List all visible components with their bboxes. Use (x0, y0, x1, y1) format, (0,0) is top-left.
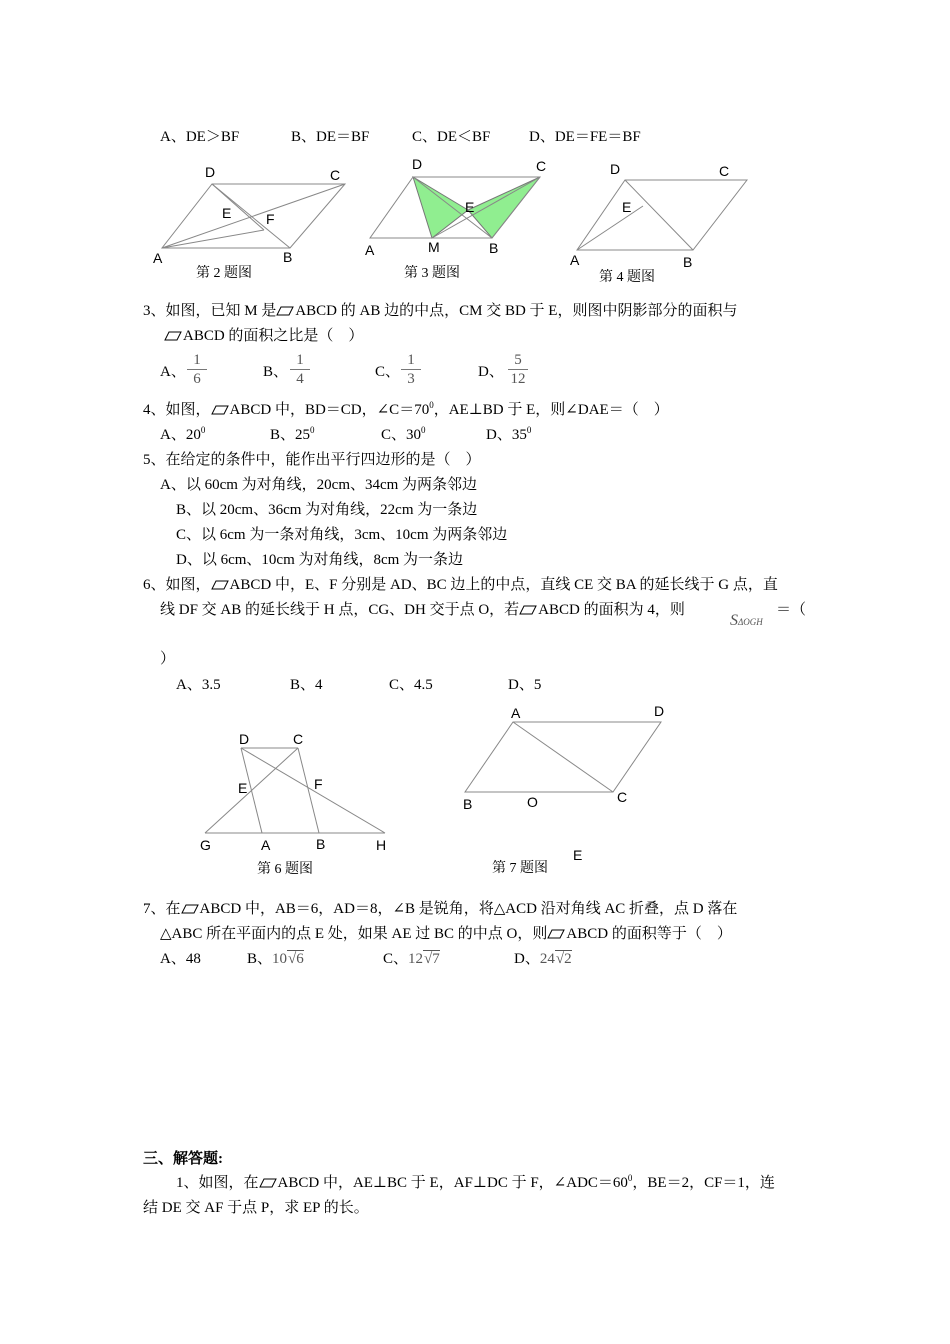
parallelogram-icon (259, 1178, 277, 1188)
figure-7 (455, 700, 670, 880)
q6-stem-line1 (143, 576, 778, 594)
parallelogram-icon (519, 605, 537, 615)
fig3-caption: 第 3 题图 (404, 266, 460, 281)
q6-stem-part4: ABCD 的面积为 4，则 (538, 602, 685, 618)
fig2-label-b: B (283, 249, 293, 265)
q7-stem-part2: ABCD 中，AB＝6，AD＝8，∠B 是锐角，将△ACD 沿对角线 AC 折叠，点 D 落在 (199, 901, 738, 917)
fig3-label-c: C (536, 158, 547, 174)
q7-stem-part3: △ABC 所在平面内的点 E 处，如果 AE 过 BC 的中点 O，则 (160, 926, 548, 942)
q4-stem-part3: ，AE⊥BD 于 E，则∠DAE＝（ ） (433, 402, 669, 418)
q4-option-b: B、$25^0$ (270, 425, 315, 443)
fig4-label-a: A (570, 252, 580, 268)
parallelogram-icon (211, 405, 229, 415)
fig4-caption: 第 4 题图 (599, 270, 655, 285)
parallelogram-icon (211, 580, 229, 590)
fig6-label-b: B (316, 836, 326, 852)
q3-option-b-label: B、 (263, 364, 289, 380)
q6-stem-line2 (160, 601, 685, 619)
q7-option-c: C、12√7 (383, 951, 440, 967)
q6-stem-close: ） (160, 651, 176, 667)
q4-stem-part1: 4、如图， (143, 402, 211, 418)
fig4-label-e: E (622, 199, 632, 215)
q5-stem: 5、在给定的条件中，能作出平行四边形的是（ ） (143, 452, 481, 468)
q5-option-d: D、以 6cm、10cm 为对角线，8cm 为一条边 (176, 552, 464, 568)
q6-area-symbol: SΔOGH (730, 612, 763, 629)
figure-4 (565, 158, 755, 288)
parallelogram-icon (276, 306, 294, 316)
q4-option-d: D、$35^0$ (486, 425, 532, 443)
fig6-label-g: G (200, 837, 211, 853)
section3-title: 三、解答题: (143, 1151, 223, 1167)
q5-option-a: A、以 60cm 为对角线，20cm、34cm 为两条邻边 (160, 477, 478, 493)
parallelogram-icon (547, 929, 565, 939)
q3-option-b-fraction: 1 4 (287, 352, 313, 387)
q3-option-a-fraction: 1 6 (184, 352, 210, 387)
sqrt-sign-icon: √7 (424, 951, 440, 967)
fig7-label-b: B (463, 796, 473, 812)
fig2-label-f: F (266, 211, 275, 227)
q6-stem-part1: 6、如图， (143, 577, 211, 593)
q4-stem (143, 401, 669, 419)
q6-stem-equals: ＝（ (776, 602, 807, 618)
p1-degree-sup: 0 (627, 1173, 633, 1183)
fig2-label-d: D (205, 164, 216, 180)
q6-option-b: B、4 (290, 677, 323, 693)
fig3-label-a: A (365, 242, 375, 258)
fig3-label-b: B (489, 240, 499, 256)
fig7-label-d: D (654, 703, 665, 719)
fig7-label-c: C (617, 789, 628, 805)
q5-option-b: B、以 20cm、36cm 为对角线，22cm 为一条边 (176, 502, 478, 518)
q6-option-d: D、5 (508, 677, 542, 693)
q6-option-c: C、4.5 (389, 677, 433, 693)
q7-stem-part4: ABCD 的面积等于（ ） (566, 926, 732, 942)
figure-6 (195, 728, 400, 880)
fig6-label-c: C (293, 731, 304, 747)
q2-option-a: A、DE＞BF (160, 129, 240, 145)
fig2-caption: 第 2 题图 (196, 266, 252, 281)
fig2-label-a: A (153, 250, 163, 266)
q3-stem-part3: ABCD 的面积之比是（ ） (183, 328, 364, 344)
fig7-label-o: O (527, 794, 538, 810)
q6-stem-part3: 线 DF 交 AB 的延长线于 H 点，CG、DH 交于点 O，若 (160, 602, 520, 618)
q3-option-d-fraction: 5 12 (505, 352, 531, 387)
fig7-label-a: A (511, 705, 521, 721)
fig7-caption: 第 7 题图 (492, 861, 548, 876)
q4-option-c: C、$30^0$ (381, 425, 426, 443)
q4-degree-sup: 0 (429, 400, 434, 410)
q5-option-c: C、以 6cm 为一条对角线，3cm、10cm 为两条邻边 (176, 527, 508, 543)
p1-part1: 1、如图，在 (176, 1175, 259, 1191)
q6-option-a: A、3.5 (176, 677, 221, 693)
q3-option-a-label: A、 (160, 364, 186, 380)
sqrt-sign-icon: √2 (555, 951, 572, 967)
parallelogram-icon (164, 331, 182, 341)
sqrt-sign-icon: √6 (288, 951, 304, 967)
q7-stem-part1: 7、在 (143, 901, 181, 917)
p1-part3: ，BE＝2，CF＝1，连 (632, 1175, 775, 1191)
q3-stem-part2: ABCD 的 AB 边的中点，CM 交 BD 于 E，则图中阴影部分的面积与 (295, 303, 738, 319)
section3-problem1-line2: 结 DE 交 AF 于点 P，求 EP 的长。 (143, 1200, 369, 1216)
q7-option-b: B、10√6 (247, 951, 304, 967)
fig4-label-d: D (610, 161, 621, 177)
figure-2 (150, 160, 350, 285)
q7-stem-line2 (160, 925, 732, 943)
q4-option-a: A、$20^0$ (160, 425, 206, 443)
q3-stem-line1 (143, 302, 737, 320)
figure-3 (360, 152, 560, 284)
fig4-label-c: C (719, 163, 730, 179)
q4-stem-part2: ABCD 中，BD＝CD，∠C＝70 (229, 402, 430, 418)
q2-option-b: B、DE＝BF (291, 129, 370, 145)
fig2-label-e: E (222, 205, 232, 221)
p1-part2: ABCD 中，AE⊥BC 于 E，AF⊥DC 于 F，∠ADC＝60 (277, 1175, 628, 1191)
fig4-label-b: B (683, 254, 693, 270)
fig2-label-c: C (330, 167, 341, 183)
fig3-label-m: M (428, 239, 440, 255)
fig6-label-d: D (239, 731, 250, 747)
q7-option-d: D、24√2 (514, 951, 572, 967)
q3-option-c-fraction: 1 3 (398, 352, 424, 387)
q3-stem-part1: 3、如图，已知 M 是 (143, 303, 277, 319)
fig3-label-d: D (412, 156, 423, 172)
q3-option-d-label: D、 (478, 364, 504, 380)
q7-stem-line1 (143, 900, 737, 918)
fig3-label-e: E (465, 199, 475, 215)
q3-stem-line2 (164, 327, 363, 345)
q2-option-d: D、DE＝FE＝BF (529, 129, 641, 145)
fig7-label-e: E (573, 847, 583, 863)
fig6-caption: 第 6 题图 (257, 862, 313, 877)
q7-option-a: A、48 (160, 951, 201, 967)
fig3-shade-right (468, 177, 540, 238)
fig6-label-f: F (314, 776, 323, 792)
q3-option-c-label: C、 (375, 364, 401, 380)
section3-problem1-line1 (176, 1174, 775, 1192)
fig6-label-e: E (238, 780, 248, 796)
fig6-label-a: A (261, 837, 271, 853)
q2-option-c: C、DE＜BF (412, 129, 491, 145)
fig3-shade-left (413, 177, 468, 238)
parallelogram-icon (181, 904, 199, 914)
q6-stem-part2: ABCD 中，E、F 分别是 AD、BC 边上的中点，直线 CE 交 BA 的延长线于 G 点，直 (229, 577, 778, 593)
fig6-label-h: H (376, 837, 387, 853)
